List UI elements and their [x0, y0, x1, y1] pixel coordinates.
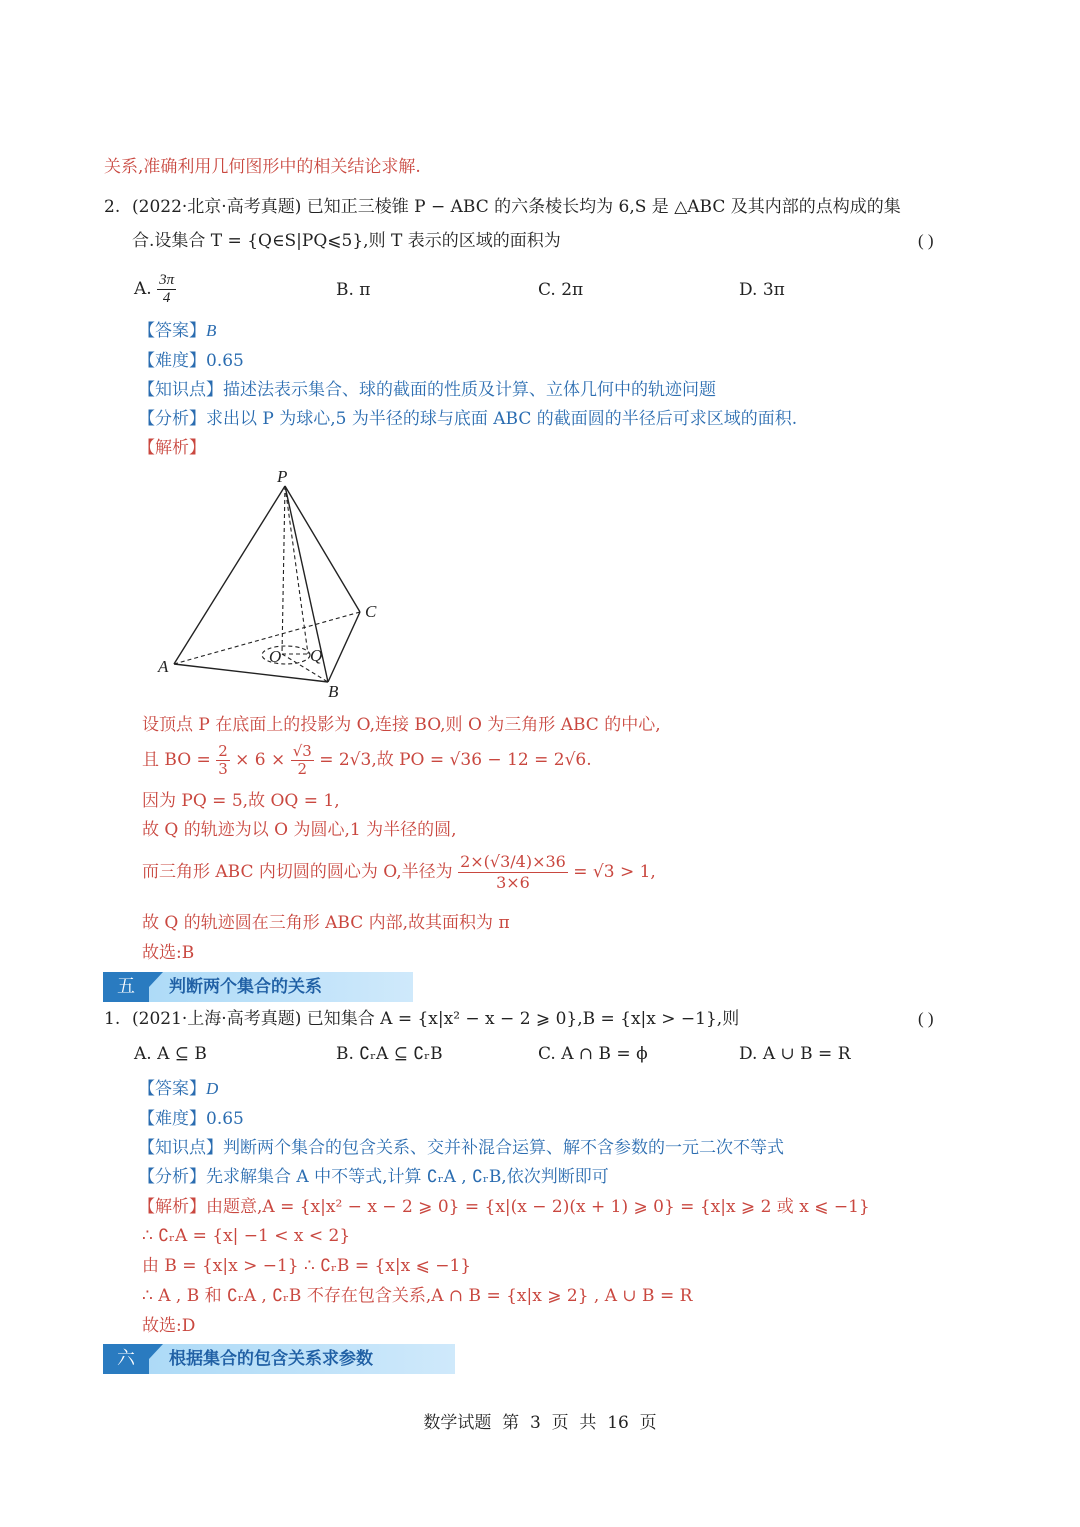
section-notch: [149, 972, 163, 987]
q2-number: 2.: [104, 197, 121, 217]
vertex-label-a: A: [158, 657, 169, 676]
section-header-6: [103, 1344, 455, 1374]
vertex-label-p: P: [277, 467, 288, 486]
step2-middle: × 6 ×: [235, 750, 286, 770]
q2-solution-step4: 故 Q 的轨迹为以 O 为圆心,1 为半径的圆,: [142, 820, 457, 840]
page-footer: 数学试题 第 3 页 共 16 页: [423, 1413, 657, 1433]
q1-solution-step1: [138, 1196, 870, 1218]
fraction-numerator: √3: [292, 742, 312, 760]
analysis-value: 求出以 P 为球心,5 为半径的球与底面 ABC 的截面圆的半径后可求区域的面积.: [206, 409, 798, 429]
q2-difficulty: [138, 350, 244, 372]
q1-number: 1.: [104, 1009, 121, 1029]
fraction-denominator: 3×6: [496, 873, 530, 892]
q2-solution-step3: 因为 PQ = 5,故 OQ = 1,: [142, 791, 340, 811]
fraction-numerator: 2: [218, 742, 228, 760]
point-label-q: Q: [310, 646, 323, 665]
q2-solution-step7: 故选:B: [142, 943, 195, 963]
q2-analysis: [138, 408, 797, 430]
fraction-numerator: 2×(√3/4)×36: [460, 852, 566, 871]
q1-solution-step5: 故选:D: [142, 1316, 196, 1336]
q1-solution-step4: ∴ A , B 和 ∁ᵣA , ∁ᵣB 不存在包含关系,A ∩ B = {x|x ⩾ 2} , A ∪ B = R: [142, 1286, 693, 1306]
knowledge-value: 描述法表示集合、球的截面的性质及计算、立体几何中的轨迹问题: [223, 380, 716, 400]
fraction-denominator: 4: [162, 290, 171, 306]
section-title: 判断两个集合的关系: [169, 977, 322, 997]
q2-answer-paren: ( ): [918, 231, 934, 250]
q2-knowledge: [138, 379, 716, 401]
step2-prefix: 且 BO =: [142, 750, 211, 770]
solution-text: 由题意,A = {x|x² − x − 2 ⩾ 0} = {x|(x − 2)(x + 1) ⩾ 0} = {x|x ⩾ 2 或 x ⩽ −1}: [206, 1197, 870, 1217]
q2-solution-step6: 故 Q 的轨迹圆在三角形 ABC 内部,故其面积为 π: [142, 913, 510, 933]
step5-suffix: = √3 > 1,: [573, 862, 656, 882]
knowledge-label: 【知识点】: [138, 1138, 223, 1158]
q2-option-a: [134, 272, 176, 307]
analysis-label: 【分析】: [138, 409, 206, 429]
difficulty-label: 【难度】: [138, 1109, 206, 1129]
step2-fraction-2: [291, 743, 314, 778]
q2-stem-line2: 合.设集合 T = {Q∈S|PQ⩽5},则 T 表示的区域的面积为: [132, 231, 561, 251]
q2-solution-step5: [142, 852, 656, 893]
section-header-5: [103, 972, 413, 1002]
vertex-label-b: B: [328, 682, 339, 701]
step5-fraction: [458, 852, 568, 893]
q2-answer: [138, 320, 216, 342]
answer-label: 【答案】: [138, 321, 206, 341]
q1-analysis: [138, 1166, 609, 1188]
q1-difficulty: [138, 1108, 244, 1130]
analysis-value: 先求解集合 A 中不等式,计算 ∁ᵣA , ∁ᵣB,依次判断即可: [206, 1167, 609, 1187]
q2-option-b: B. π: [336, 280, 371, 300]
intro-line: 关系,准确利用几何图形中的相关结论求解.: [104, 157, 421, 177]
q1-option-d: D. A ∪ B = R: [739, 1044, 851, 1064]
q1-option-b: B. ∁ᵣA ⊆ ∁ᵣB: [336, 1044, 443, 1064]
q2-solution-step1: 设顶点 P 在底面上的投影为 O,连接 BO,则 O 为三角形 ABC 的中心,: [142, 715, 661, 735]
q2-solution-label: 【解析】: [138, 438, 206, 458]
q1-solution-step2: ∴ ∁ᵣA = {x| −1 < x < 2}: [142, 1226, 351, 1246]
q1-option-a: A. A ⊆ B: [134, 1044, 207, 1064]
difficulty-label: 【难度】: [138, 351, 206, 371]
answer-label: 【答案】: [138, 1079, 206, 1099]
knowledge-value: 判断两个集合的包含关系、交并补混合运算、解不含参数的一元二次不等式: [223, 1138, 784, 1158]
point-label-o: O: [269, 647, 282, 666]
q1-knowledge: [138, 1137, 784, 1159]
option-a-label: A.: [134, 279, 152, 299]
pyramid-figure: [150, 462, 390, 706]
q1-option-c: C. A ∩ B = ϕ: [538, 1044, 648, 1064]
step2-fraction-1: [216, 743, 230, 778]
answer-value: D: [206, 1079, 219, 1098]
solution-label: 【解析】: [138, 1197, 206, 1217]
q1-solution-step3: 由 B = {x|x > −1} ∴ ∁ᵣB = {x|x ⩽ −1}: [142, 1256, 472, 1276]
section-notch: [149, 1344, 163, 1359]
option-a-fraction: [157, 272, 176, 307]
q1-answer-paren: ( ): [918, 1009, 934, 1028]
section-number: 五: [103, 972, 149, 1002]
q1-answer: [138, 1078, 218, 1100]
fraction-denominator: 3: [218, 760, 228, 778]
difficulty-value: 0.65: [206, 351, 244, 371]
q2-stem-line1: (2022·北京·高考真题) 已知正三棱锥 P − ABC 的六条棱长均为 6,S 是 △ABC 及其内部的点构成的集: [132, 197, 901, 217]
section-title: 根据集合的包含关系求参数: [169, 1349, 373, 1369]
q2-option-d: D. 3π: [739, 280, 785, 300]
knowledge-label: 【知识点】: [138, 380, 223, 400]
step2-suffix: = 2√3,故 PO = √36 − 12 = 2√6.: [319, 750, 592, 770]
q2-solution-step2: [142, 743, 592, 778]
section-number: 六: [103, 1344, 149, 1374]
difficulty-value: 0.65: [206, 1109, 244, 1129]
fraction-denominator: 2: [297, 760, 308, 778]
answer-value: B: [206, 321, 217, 340]
vertex-label-c: C: [365, 602, 377, 621]
q1-stem: (2021·上海·高考真题) 已知集合 A = {x|x² − x − 2 ⩾ 0},B = {x|x > −1},则: [132, 1009, 740, 1029]
step5-prefix: 而三角形 ABC 内切圆的圆心为 O,半径为: [142, 862, 453, 882]
q2-option-c: C. 2π: [538, 280, 584, 300]
fraction-numerator: 3π: [159, 272, 175, 288]
analysis-label: 【分析】: [138, 1167, 206, 1187]
